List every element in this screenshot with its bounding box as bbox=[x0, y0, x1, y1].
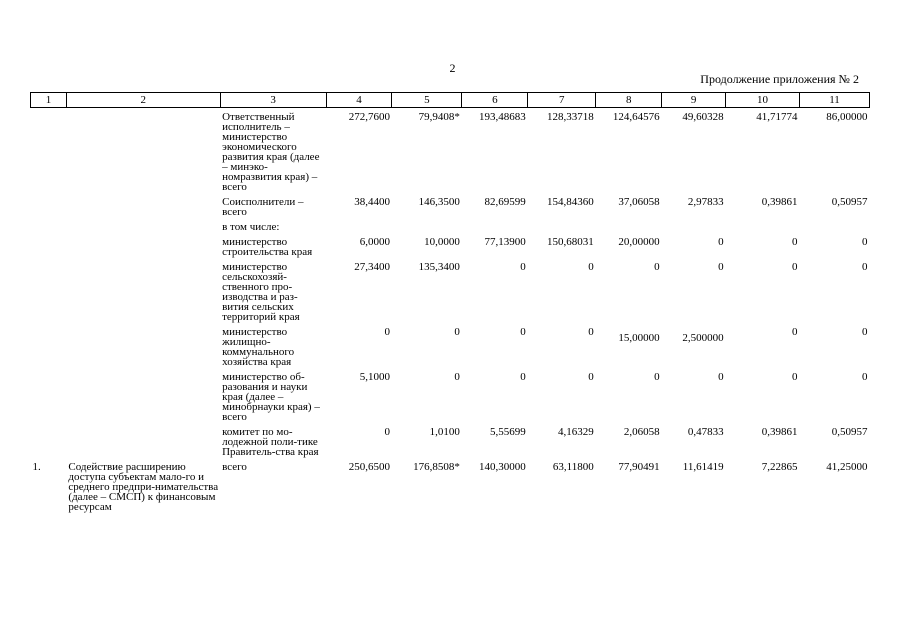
value-cell: 0 bbox=[588, 261, 594, 273]
measure-name bbox=[66, 322, 220, 367]
value-cell: 0 bbox=[718, 371, 724, 383]
table-row bbox=[31, 232, 870, 257]
value-cell: 86,00000 bbox=[826, 111, 868, 123]
value-cell: 0 bbox=[520, 326, 526, 338]
value-cell bbox=[726, 217, 800, 232]
value-cell: 0 bbox=[384, 426, 390, 438]
column-header: 7 bbox=[528, 93, 596, 108]
measure-name bbox=[66, 367, 220, 422]
column-header: 1 bbox=[31, 93, 67, 108]
value-cell: 79,9408* bbox=[418, 111, 460, 123]
value-cell: 2,06058 bbox=[623, 426, 660, 438]
value-cell: 0 bbox=[791, 236, 798, 248]
value-cell bbox=[596, 217, 662, 232]
value-cell: 135,3400 bbox=[418, 261, 460, 273]
value-cell: 0,50957 bbox=[831, 426, 868, 438]
value-cell: 7,22865 bbox=[761, 461, 798, 473]
value-cell: 0,47833 bbox=[687, 426, 724, 438]
row-number bbox=[31, 217, 67, 232]
value-cell: 0 bbox=[654, 371, 660, 383]
value-cell: 37,06058 bbox=[618, 196, 660, 208]
column-header: 4 bbox=[326, 93, 392, 108]
value-cell: 250,6500 bbox=[348, 461, 390, 473]
budget-table bbox=[30, 92, 870, 512]
row-number bbox=[31, 422, 67, 457]
value-cell bbox=[596, 322, 662, 367]
value-cell: 11,61419 bbox=[682, 461, 724, 473]
row-number bbox=[31, 322, 67, 367]
value-cell bbox=[799, 217, 869, 232]
table-row bbox=[31, 457, 870, 512]
value-cell: 0 bbox=[862, 326, 868, 338]
table-row bbox=[31, 192, 870, 217]
value-cell bbox=[528, 217, 596, 232]
measure-name bbox=[66, 232, 220, 257]
value-cell: 20,00000 bbox=[618, 236, 660, 248]
column-header: 5 bbox=[392, 93, 462, 108]
table-row bbox=[31, 108, 870, 193]
value-cell: 0 bbox=[520, 261, 526, 273]
value-cell: 0 bbox=[791, 261, 798, 273]
value-cell: 0 bbox=[862, 371, 868, 383]
measure-name: Содействие расширению доступа субъектам мало-го и среднего предпри-нимательства (далее – СМСП) к финансовым ресурсам bbox=[68, 461, 219, 513]
value-cell: 146,3500 bbox=[418, 196, 460, 208]
value-cell: 272,7600 bbox=[348, 111, 390, 123]
value-cell: 38,4400 bbox=[354, 196, 390, 208]
executor-name: Соисполнители – всего bbox=[222, 196, 304, 218]
value-cell: 41,25000 bbox=[826, 461, 868, 473]
row-number bbox=[31, 257, 67, 322]
row-number bbox=[31, 192, 67, 217]
value-cell: 128,33718 bbox=[546, 111, 594, 123]
executor-name: министерство об-разования и науки края (далее – минобрнауки края) – всего bbox=[222, 371, 320, 423]
row-number bbox=[31, 367, 67, 422]
table-row bbox=[31, 367, 870, 422]
value-cell bbox=[326, 217, 392, 232]
value-cell: 41,71774 bbox=[756, 111, 798, 123]
page-number: 2 bbox=[449, 61, 456, 75]
value-cell: 4,16329 bbox=[557, 426, 594, 438]
column-header: 2 bbox=[66, 93, 220, 108]
value-cell: 49,60328 bbox=[682, 111, 724, 123]
appendix-continuation-label: Продолжение приложения № 2 bbox=[700, 72, 859, 86]
value-cell: 0 bbox=[791, 326, 798, 338]
executor-name: министерство строительства края bbox=[222, 236, 313, 258]
value-cell: 82,69599 bbox=[484, 196, 526, 208]
value-cell bbox=[662, 322, 726, 367]
value-cell: 77,90491 bbox=[618, 461, 660, 473]
value-cell: 176,8508* bbox=[413, 461, 460, 473]
measure-name bbox=[66, 422, 220, 457]
value-cell: 0 bbox=[654, 261, 660, 273]
value-cell: 193,48683 bbox=[479, 111, 526, 123]
executor-name: министерство жилищно-коммунального хозяйства края bbox=[222, 326, 295, 368]
value-text: 2,500000 bbox=[682, 332, 724, 344]
value-cell: 77,13900 bbox=[484, 236, 526, 248]
measure-name bbox=[66, 192, 220, 217]
table-row bbox=[31, 322, 870, 367]
table-row bbox=[31, 257, 870, 322]
column-header: 9 bbox=[662, 93, 726, 108]
value-cell: 124,64576 bbox=[612, 111, 660, 123]
column-header: 10 bbox=[726, 93, 800, 108]
table-row bbox=[31, 422, 870, 457]
value-cell: 154,84360 bbox=[546, 196, 594, 208]
value-cell bbox=[662, 217, 726, 232]
column-header: 6 bbox=[462, 93, 528, 108]
value-cell: 10,0000 bbox=[424, 236, 460, 248]
value-cell: 150,68031 bbox=[546, 236, 594, 248]
executor-name: комитет по мо-лодежной поли-тике Правитель-ства края bbox=[222, 426, 319, 458]
value-cell: 27,3400 bbox=[354, 261, 390, 273]
value-cell: 0 bbox=[454, 326, 460, 338]
measure-name bbox=[66, 108, 220, 193]
column-header: 8 bbox=[596, 93, 662, 108]
executor-subheading: в том числе: bbox=[222, 221, 280, 233]
value-cell: 5,55699 bbox=[490, 426, 526, 438]
value-cell bbox=[392, 217, 462, 232]
value-cell: 0,39861 bbox=[761, 196, 798, 208]
value-cell: 0 bbox=[588, 326, 594, 338]
table-row bbox=[31, 217, 870, 232]
measure-name bbox=[66, 257, 220, 322]
value-cell: 0 bbox=[384, 326, 390, 338]
measure-name bbox=[66, 217, 220, 232]
value-cell: 0 bbox=[791, 371, 798, 383]
value-cell: 1,0100 bbox=[429, 426, 460, 438]
value-cell: 0 bbox=[520, 371, 526, 383]
executor-name: всего bbox=[222, 461, 247, 473]
row-number bbox=[31, 232, 67, 257]
value-cell: 0 bbox=[862, 261, 868, 273]
column-header: 11 bbox=[799, 93, 869, 108]
value-cell: 6,0000 bbox=[359, 236, 390, 248]
value-cell: 2,97833 bbox=[687, 196, 724, 208]
value-cell: 0,39861 bbox=[761, 426, 798, 438]
value-cell: 0 bbox=[718, 261, 724, 273]
row-number bbox=[31, 108, 67, 193]
value-cell: 0,50957 bbox=[831, 196, 868, 208]
value-cell: 0 bbox=[718, 236, 724, 248]
value-cell: 140,30000 bbox=[479, 461, 526, 473]
column-header: 3 bbox=[220, 93, 326, 108]
value-cell: 0 bbox=[862, 236, 868, 248]
value-cell: 0 bbox=[588, 371, 594, 383]
value-text: 15,00000 bbox=[618, 332, 660, 344]
executor-name: Ответственный исполнитель – министерство экономического развития края (далее – минэко-номразвития края) – всего bbox=[222, 111, 320, 193]
value-cell bbox=[462, 217, 528, 232]
row-number: 1. bbox=[32, 461, 41, 473]
table-header-row bbox=[31, 93, 870, 108]
value-cell: 5,1000 bbox=[359, 371, 390, 383]
executor-name: министерство сельскохозяй-ственного про-изводства и раз-вития сельских территорий края bbox=[222, 261, 300, 323]
value-cell: 0 bbox=[454, 371, 460, 383]
value-cell: 63,11800 bbox=[552, 461, 594, 473]
